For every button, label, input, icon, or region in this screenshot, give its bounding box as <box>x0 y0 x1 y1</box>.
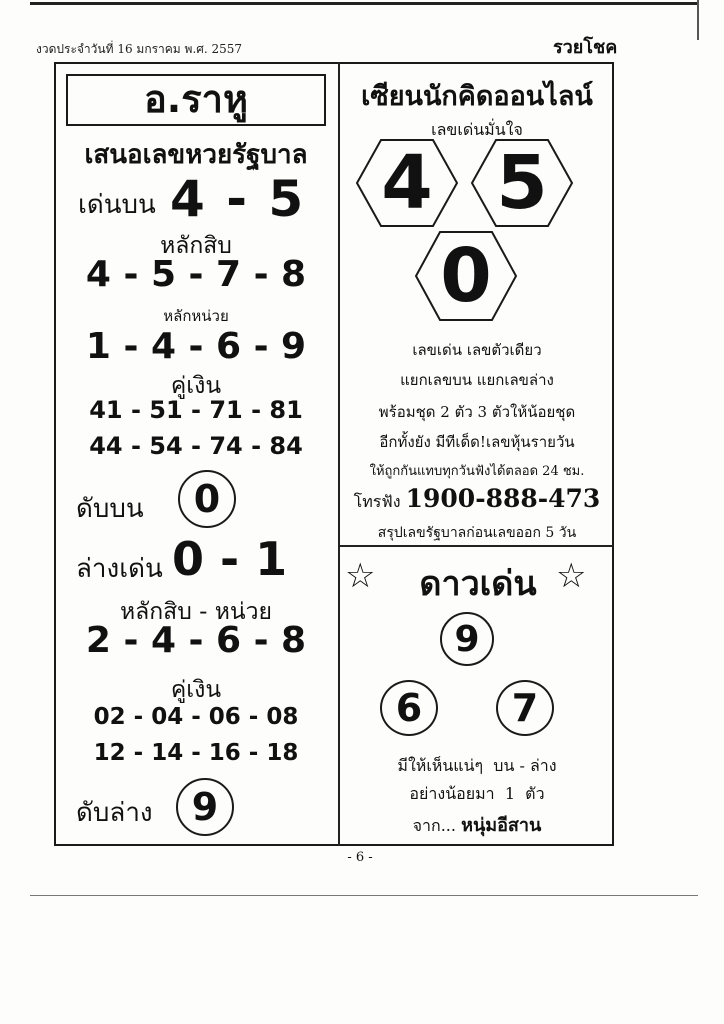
bottom-pick-value: 0 - 1 <box>172 532 288 586</box>
right-bottom-line-3 <box>342 810 612 839</box>
phone-line <box>342 484 612 515</box>
author-name: หนุ่มอีสาน <box>461 815 542 836</box>
tens-units-value: 2 - 4 - 6 - 8 <box>85 620 307 661</box>
circle-digit-6: 6 <box>380 680 438 736</box>
top-pick-value: 4 - 5 <box>170 170 306 228</box>
bottom-fixed-label: ดับล่าง <box>76 798 153 828</box>
star-left-icon: ☆ <box>345 556 376 596</box>
hex-digit-text: 5 <box>496 140 548 226</box>
circle-digit-9: 9 <box>440 612 494 666</box>
left-subtitle: เสนอเลขหวยรัฐบาล <box>84 140 308 170</box>
top-fixed-circle: 0 <box>178 470 236 528</box>
page-number: - 6 - <box>347 850 373 865</box>
pairs2-row-2: 12 - 14 - 16 - 18 <box>93 740 299 766</box>
left-title: อ.ราหู <box>143 77 249 121</box>
pairs-label: คู่เงิน <box>170 373 222 399</box>
top-fixed-label: ดับบน <box>76 494 144 524</box>
tens-value: 4 - 5 - 7 - 8 <box>85 254 307 295</box>
bottom-rule <box>30 895 698 896</box>
right-top-line-2: แยกเลขบน แยกเลขล่าง <box>400 371 554 389</box>
right-bottom-line-1: มีให้เห็นแน่ๆ บน - ล่าง <box>397 756 557 775</box>
right-edge-rule <box>697 0 699 40</box>
circle-digit-7: 7 <box>496 680 554 736</box>
phone-label: โทรฟัง <box>353 492 401 511</box>
right-section-divider <box>338 545 614 547</box>
right-top-line-4: อีกทั้งยัง มีทีเด็ด!เลขหุ้นรายวัน <box>379 433 575 451</box>
right-bottom-line-2: อย่างน้อยมา 1 ตัว <box>409 784 545 803</box>
hex-digit-text: 0 <box>440 233 492 319</box>
right-bottom-title: ดาวเด่น <box>419 564 537 604</box>
top-pick-label: เด่นบน <box>78 190 156 220</box>
pairs2-row-1: 02 - 04 - 06 - 08 <box>93 704 299 730</box>
bottom-fixed-circle: 9 <box>176 778 234 836</box>
right-top-subtitle: เลขเด่นมั่นใจ <box>431 120 523 139</box>
bottom-pick-label: ล่างเด่น <box>76 554 163 584</box>
right-top-line-5: ให้ถูกกันแทบทุกวันฟังได้ตลอด 24 ชม. <box>369 464 585 479</box>
hex-digit-0 <box>414 230 518 322</box>
column-divider <box>338 62 340 846</box>
hex-digit-text: 4 <box>381 140 433 226</box>
pairs-row-1: 41 - 51 - 71 - 81 <box>89 396 303 424</box>
units-value: 1 - 4 - 6 - 9 <box>85 326 307 367</box>
tens-units-label: หลักสิบ - หน่วย <box>119 599 272 625</box>
right-top-line-3: พร้อมชุด 2 ตัว 3 ตัวให้น้อยชุด <box>378 403 576 421</box>
star-right-icon: ☆ <box>556 556 587 596</box>
pairs2-label: คู่เงิน <box>170 677 222 703</box>
date-line: งวดประจำวันที่ 16 มกราคม พ.ศ. 2557 <box>36 42 243 56</box>
brand-name: รวยโชค <box>553 37 618 58</box>
right-top-title: เซียนนักคิดออนไลน์ <box>361 81 593 112</box>
top-rule <box>30 2 698 5</box>
pairs-row-2: 44 - 54 - 74 - 84 <box>89 432 303 460</box>
phone-number: 1900-888-473 <box>405 484 601 513</box>
tens-label: หลักสิบ <box>160 233 232 259</box>
hex-digit-5 <box>470 138 574 228</box>
hex-digit-4 <box>355 138 459 228</box>
right-top-line-1: เลขเด่น เลขตัวเดียว <box>412 341 542 359</box>
units-label: หลักหน่วย <box>163 307 229 325</box>
from-prefix: จาก... <box>412 816 456 835</box>
right-top-line-6: สรุปเลขรัฐบาลก่อนเลขออก 5 วัน <box>377 525 577 541</box>
